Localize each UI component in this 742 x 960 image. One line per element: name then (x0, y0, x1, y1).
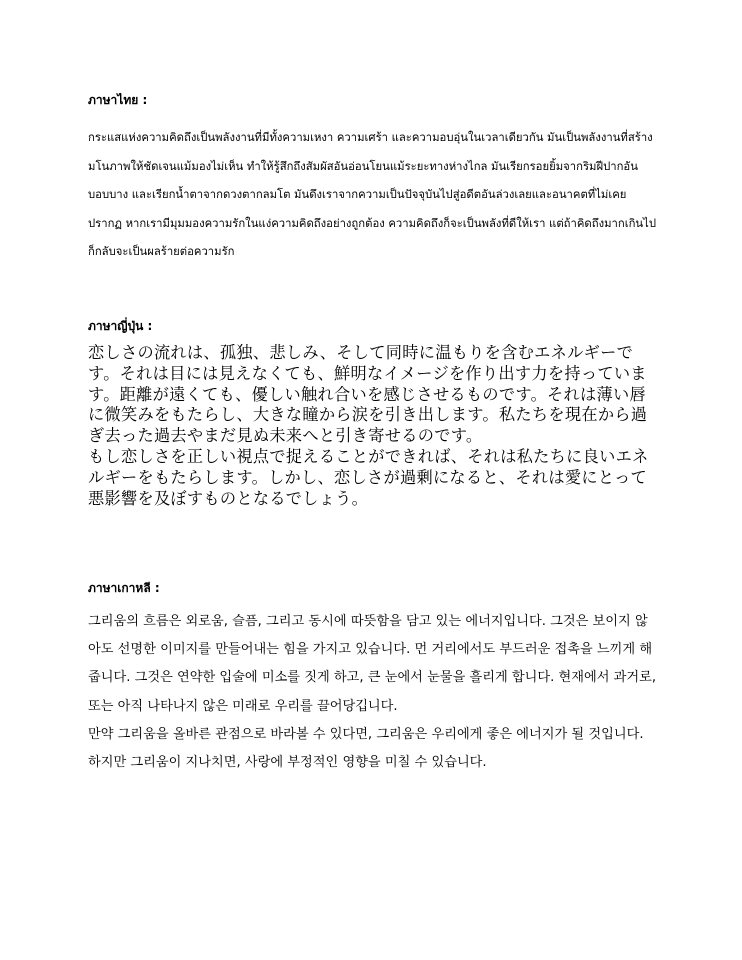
korean-section (88, 580, 658, 777)
thai-section (88, 92, 658, 267)
korean-heading: ภาษาเกาหลี : (88, 581, 160, 595)
japanese-paragraph: 恋しさの流れは、孤独、悲しみ、そして同時に温もりを含むエネルギーです。それは目には見えなくても、鮮明なイメージを作り出す力を持っています。距離が遠くても、優しい触れ合いを感じさせるものです。それは薄い唇に微笑みをもたらし、大きな瞳から涙を引き出します。私たちを現在から過ぎ去った過去やまだ見ぬ未来へと引き寄せるのです。 もし恋しさを正しい視点で捉えることができれば、それは私たちに良いエネルギーをもたらします。しかし、恋しさが過剰になると、それは愛にとって悪影響を及ぼすものとなるでしょう。 (88, 343, 649, 508)
thai-heading: ภาษาไทย : (88, 93, 148, 107)
korean-paragraph: 그리움의 흐름은 외로움, 슬픔, 그리고 동시에 따뜻함을 담고 있는 에너지입니다. 그것은 보이지 않아도 선명한 이미지를 만들어내는 힘을 가지고 있습니다. 먼 거리에서도 부드러운 접촉을 느끼게 해줍니다. 그것은 연약한 입술에 미소를 짓게 하고, 큰 눈에서 눈물을 흘리게 합니다. 현재에서 과거로, 또는 아직 나타나지 않은 미래로 우리를 끌어당깁니다. 만약 그리움을 올바른 관점으로 바라볼 수 있다면, 그리움은 우리에게 좋은 에너지가 될 것입니다. 하지만 그리움이 지나치면, 사랑에 부정적인 영향을 미칠 수 있습니다. (88, 614, 657, 771)
japanese-section (88, 318, 658, 509)
thai-paragraph: กระแสแห่งความคิดถึงเป็นพลังงานที่มีทั้งความเหงา ความเศร้า และความอบอุ่นในเวลาเดียวกัน มันเป็นพลังงานที่สร้างมโนภาพให้ชัดเจนแม้มองไม่เห็น ทำให้รู้สึกถึงสัมผัสอันอ่อนโยนแม้ระยะทางห่างไกล มันเรียกรอยยิ้มจากริมฝีปากอันบอบบาง และเรียกน้ำตาจากดวงตากลมโต มันดึงเราจากความเป็นปัจจุบันไปสู่อดีตอันล่วงเลยและอนาคตที่ไม่เคยปรากฏ หากเรามีมุมมองความรักในแง่ความคิดถึงอย่างถูกต้อง ความคิดถึงก็จะเป็นพลังที่ดีให้เรา แต่ถ้าคิดถึงมากเกินไป ก็กลับจะเป็นผลร้ายต่อความรัก (88, 131, 657, 258)
japanese-heading: ภาษาญี่ปุ่น : (88, 319, 153, 333)
